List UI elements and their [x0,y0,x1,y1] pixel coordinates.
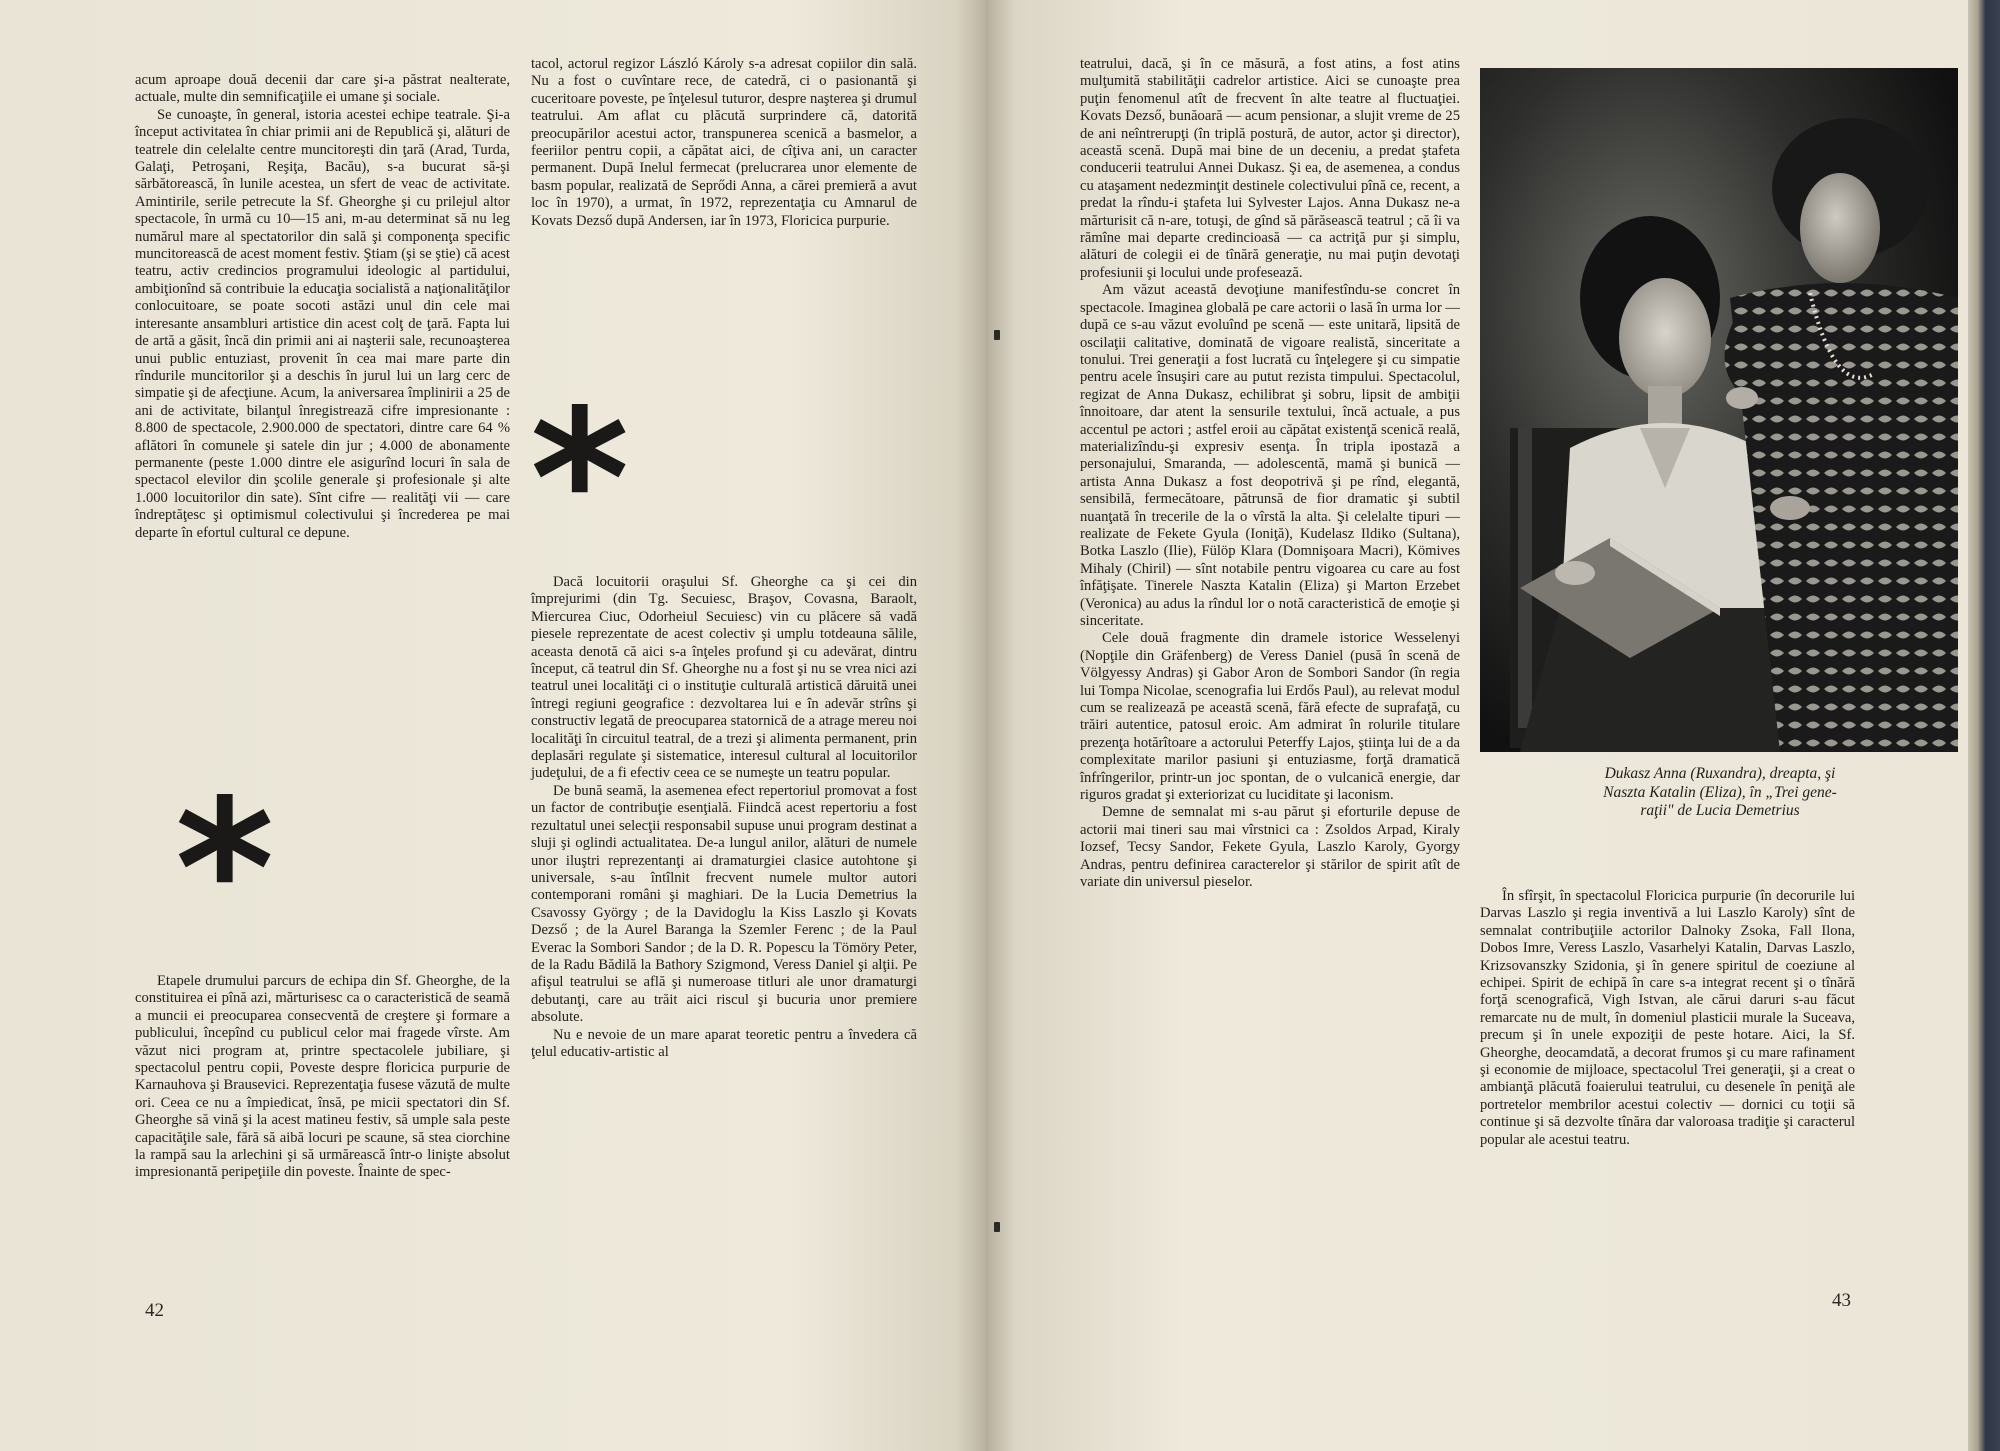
article-column-2 [531,56,917,230]
article-paragraph: Etapele drumului parcurs de echipa din Sf. Gheorghe, de la constituirea ei pînă azi, mărturisesc ca o caracteristică de seamă a muncii ei preocuparea consecventă de creştere şi formare a publicului, începînd cu publicul celor mai fragede vîrste. Am văzut nici program at, printre spectacolele jubiliare, şi spectacolul pentru copii, Poveste despre floricica purpurie de Karnauhova şi Brausevici. Reprezentaţia fusese văzută de multe ori. Ceea ce nu a împiedicat, însă, pe micii spectatori din Sf. Gheorghe să vină şi la acest matineu festiv, să umple sala peste capacităţile sale, fără să aibă locuri pe scaune, să stea ciorchine la rampă sau la arlechini şi să urmărească într-o linişte absolut impresionantă peripeţiile din poveste. Înainte de spec- [135,973,510,1181]
article-paragraph: teatrului, dacă, şi în ce măsură, a fost atins, a fost atins mulţumită stabilităţii cadrelor artistice. Aici se cunoaşte prea puţin fenomenul atît de frecvent în alte teatre al fluctuaţiei. Kovats Dezső, bunăoară — acum pensionar, a slujit vreme de 25 de ani neîntrerupţi (în triplă postură, de autor, actor şi director), această scenă. După mai bine de un deceniu, a predat ştafeta conducerii teatrului Annei Dukasz. Şi ea, de asemenea, a condus cu ataşament nedezminţit destinele colectivului pînă ce, recent, a predat la rîndu-i ştafeta lui Sylvester Lajos. Anna Dukasz ne-a mărturisit că n-are, totuşi, de gînd să părăsească teatrul ; că îi va rămîne mai departe credincioasă — ca actriţă pur şi simplu, alături de colegii ei de tînără generaţie, nu mai puţin devotaţi profesiunii şi locului unde profesează. [1080,56,1460,281]
article-paragraph: Dacă locuitorii oraşului Sf. Gheorghe ca şi cei din împrejurimi (din Tg. Secuiesc, Braşov, Covasna, Baraolt, Miercurea Ciuc, Odorheiul Secuiesc) vin cu plăcere să vadă piesele reprezentate de acest colectiv şi umplu totdeauna sălile, aceasta denotă că aici s-a înţeles profund şi cu adevărat, dintru început, că teatrul din Sf. Gheorghe nu a fost şi nu se vrea nici azi teatrul unei localităţi ci o instituţie culturală artistică dăruită unei întregi regiuni geografice : dezvoltarea lui e în adevăr strîns şi constructiv legată de preocuparea statornică de a atrage mereu noi localităţi în circuitul teatral, de a trezi şi alimenta permanent, prin deplasări regulate şi sistematice, interesul cultural al locuitorilor judeţului, de a fi efectiv ceea ce se numeşte un teatru popular. [531,574,917,782]
article-paragraph: Se cunoaşte, în general, istoria acestei echipe teatrale. Şi-a început activitatea în chiar primii ani de Republică şi, alături de teatrele din celelalte centre muncitoreşti din ţară (Arad, Turda, Galaţi, Petroşani, Reşiţa, Bacău), s-a bucurat să-şi sărbătorească, în lunile acestea, un sfert de veac de activitate. Amintirile, serile petrecute la Sf. Gheorghe şi cu prilejul altor spectacole, în urmă cu 10—15 ani, m-au determinat să nu leg numărul mare al spectatorilor din sală şi componenţa specific muncitorească de acest moment festiv. Ştiam (şi se ştie) că acest teatru, activ credincios programului ideologic al partidului, ambiţionînd să contribuie la educaţia socialistă a naţionalităţilor conlocuitoare, se poate socoti astăzi unul din cele mai interesante ansambluri artistice din acest colţ de ţară. Fapta lui de artă a găsit, încă din primii ani ai naşterii sale, recunoaşterea unui public entuziast, provenit în cea mai mare parte din rîndurile muncitorilor şi a deschis în jurul lui un larg cerc de simpatie şi de afecţiune. Acum, la aniversarea împlinirii a 25 de ani de activitate, bilanţul înregistrează cifre impresionante : 8.800 de spectacole, 2.900.000 de spectatori, dintre care 64 % aflători în comunele şi satele din jur ; 4.000 de abonamente permanente (peste 1.000 dintre ele asigurînd locuri în sala de spectacol elevilor din şcolile generale şi profesionale şi alte 1.000 locuitorilor din sate). Sînt cifre — realităţi vii — care îndreptăţesc şi optimismul colectivului şi încrederea pe mai departe în efortul cultural ce depune. [135,106,510,541]
article-paragraph: De bună seamă, la asemenea efect repertoriul promovat a fost un factor de contribuţie esenţială. Fiindcă acest repertoriu a fost rezultatul unei selecţii responsabil supuse unui program destinat a sluji şi oglindi actualitatea. De-a lungul anilor, alături de numele unor iluştri reprezentanţi ai dramaturgiei clasice autohtone şi universale, s-au întîlnit frecvent numele multor autori contemporani români şi maghiari. De la Lucia Demetrius la Csavossy György ; de la Davidoglu la Kiss Laszlo şi Kovats Dezső ; de la Aurel Baranga la Szemler Ferenc ; de la Paul Everac la Sombori Sandor ; de la D. R. Popescu la Tömöry Peter, de la Radu Bădilă la Bathory Szigmond, Veress Daniel şi alţii. Pe afişul teatrului se află şi numeroase titluri ale unor dramaturgi debutanţi, care au trăit aici riscul şi bucuria unor premiere absolute. [531,782,917,1026]
article-column-4 [1480,888,1855,1149]
article-paragraph: Nu e nevoie de un mare aparat teoretic pentru a învedera că ţelul educativ-artistic al [531,1026,917,1060]
theatre-photo [1480,68,1958,752]
article-paragraph: tacol, actorul regizor László Károly s-a adresat copiilor din sală. Nu a fost o cuvîntare rece, de catedră, ci o pasionantă şi cuceritoare poveste, pe înţelesul tuturor, despre naşterea şi drumul teatrului. Am aflat cu plăcută surprindere că, datorită preocupărilor acestui actor, transpunerea scenică a basmelor, a feeriilor pentru copii, a căpătat aici, de cîţiva ani, un caracter permanent. După Inelul fermecat (prelucrarea unor elemente de basm popular, realizată de Seprődi Anna, a cărei premieră a avut loc în 1970), a urmat, în 1972, reprezentaţia cu Amnarul de Kovats Dezső după Andersen, iar în 1973, Floricica purpurie. [531,56,918,229]
gutter-mark [994,1222,1000,1232]
article-column-2-bottom [531,574,917,1061]
page-number-right: 43 [1832,1290,1851,1311]
actresses-photo-image [1480,68,1958,752]
asterisk-ornament-center: * [530,369,630,590]
gutter-mark [994,330,1000,340]
article-paragraph: Am văzut această devoţiune manifestîndu-se concret în spectacole. Imaginea globală pe care actorii o lasă în urma lor — după ce s-au văzut evoluînd pe scenă — este unitară, lipsită de oscilaţii calitative, dominată de vigoare realistă, sinceritate a tonului. Trei generaţii a fost lucrată cu înţelegere şi cu simpatie pentru acele însuşiri care au putut rezista timpului. Spectacolul, regizat de Anna Dukasz, echilibrat şi sobru, lipsit de ambiţii înnoitoare, dar atent la sensurile textului, încă actuale, a pus accentul pe actori ; astfel eroii au căpătat existenţă scenică reală, materializîndu-şi expresiv esenţa. În tripla ipostază a personajului, Smaranda, — adolescentă, mamă şi bunică — artista Anna Dukasz a fost deopotrivă şi pe rînd, elegantă, sensibilă, fermecătoare, pătrunsă de fior dramatic şi subtil nuanţată în trecerile de la o vîrstă la alta. Şi celelalte tipuri — realizate de Fekete Gyula (Ioniţă), Kudelasz Ildiko (Sultana), Botka Laszlo (Ilie), Fülöp Klara (Domnişoara Macri), Kömives Mihaly (Chiril) — sînt notabile pentru vigoarea cu care au fost înfăţişate. Tinerele Naszta Katalin (Eliza) şi Marton Erzebet (Veronica) au adus la rîndul lor o notă caracteristică de emoţie şi sinceritate. [1080,282,1460,629]
caption-line: Dukasz Anna (Ruxandra), dreapta, şi [1604,765,1836,782]
article-column-3 [1080,56,1460,892]
article-paragraph: acum aproape două decenii dar care şi-a păstrat nealterate, actuale, multe din semnificaţiile ei umane şi sociale. [135,72,510,106]
article-paragraph: Demne de semnalat mi s-au părut şi eforturile depuse de actorii mai tineri sau mai vîrstnici ca : Zsoldos Arpad, Kiraly Iozsef, Tecsy Sandor, Fekete Gyula, Laszlo Karoly, Gyorgy Andras, pentru definirea caracterelor şi stărilor de spirit atît de variate din universul pieselor. [1080,804,1460,891]
page-number-left: 42 [145,1300,164,1321]
article-paragraph: Cele două fragmente din dramele istorice Wesselenyi (Nopţile din Gräfenberg) de Veress Daniel (pusă în scenă de Völgyessy Andras) şi Gabor Aron de Sombori Sandor (în regia lui Tompa Nicolae, scenografia lui Erdős Paul), au relevat modul cum se realizează pe această scenă, fără efecte de suprafaţă, cu trăiri autentice, patosul eroic. Am admirat în rolurile titulare prezenţa hotărîtoare a actorului Peterffy Lajos, ştiinţa lui de a da complexitate marilor pasiuni şi entuziasme, forţă dramatică înfrîngerilor, printr-un joc spontan, de o vulcanică energie, dar riguros gradat şi exteriorizat cu luciditate şi laconism. [1080,630,1460,804]
asterisk-ornament-left: * [175,759,275,980]
photo-caption [1505,765,1935,821]
article-column-1 [135,72,510,542]
caption-line: Naszta Katalin (Eliza), în „Trei gene- [1603,783,1837,801]
article-column-1-bottom [135,973,510,1182]
book-cover-edge [1968,0,2000,1451]
caption-line: raţii" de Lucia Demetrius [1640,802,1800,819]
article-paragraph: În sfîrşit, în spectacolul Floricica purpurie (în decorurile lui Darvas Laszlo şi regia inventivă a lui Laszlo Karoly) sînt de semnalat contribuţiile actorilor Dalnoky Zsoka, Fall Ilona, Dobos Imre, Veress Laszlo, Vasarhelyi Katalin, Darvas Laszlo, Krizsovanszky Szidonia, şi în genere spiritul de coeziune al echipei. Spirit de echipă în care s-a integrat recent şi o tînără forţă scenografică, Vigh Istvan, ale cărui daruri s-au făcut remarcate nu de mult, în domeniul plasticii murale la Suceava, precum şi în unele expoziţii de peste hotare. Aici, la Sf. Gheorghe, deocamdată, a decorat frumos şi cu mare rafinament şi economie de mijloace, spectacolul Trei generaţii, şi a creat o ambianţă plăcută foaierului teatrului, cu desenele în peniţă ale portretelor membrilor acestui colectiv — dornici cu toţii să continue şi să dezvolte tînăra dar valoroasa tradiţie şi caracterul popular ale acestui teatru. [1480,888,1855,1148]
